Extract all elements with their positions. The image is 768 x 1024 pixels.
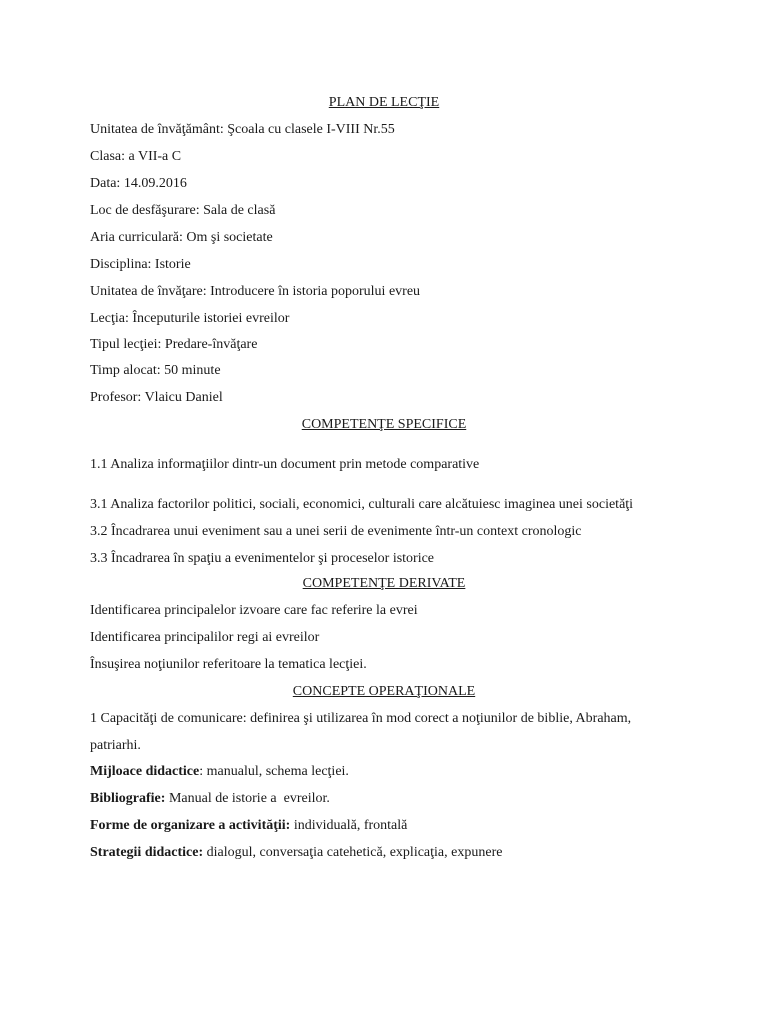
field-time: Timp alocat: 50 minute: [90, 363, 221, 378]
detail-value: Manual de istorie a evreilor.: [165, 791, 330, 806]
detail-label: Forme de organizare a activităţii:: [90, 818, 291, 833]
detail-mijloace: [90, 763, 349, 781]
detail-label: Bibliografie:: [90, 791, 166, 806]
detail-bibliografie: [90, 790, 330, 808]
detail-value: dialogul, conversaţia catehetică, explicaţia, expunere: [203, 845, 503, 860]
detail-value: individuală, frontală: [290, 818, 408, 833]
field-lesson-type: Tipul lecţiei: Predare-învăţare: [90, 337, 258, 352]
field-curricular-area: Aria curriculară: Om şi societate: [90, 230, 273, 245]
section-heading-competente-specifice: COMPETENŢE SPECIFICE: [301, 417, 467, 432]
concept-line-1: 1 Capacităţi de comunicare: definirea şi utilizarea în mod corect a noţiunilor de biblie, Abraham,: [90, 711, 632, 726]
section-heading-concepte-operationale: CONCEPTE OPERAŢIONALE: [292, 684, 476, 699]
page-title: PLAN DE LECŢIE: [328, 95, 440, 110]
field-class: Clasa: a VII-a C: [90, 149, 182, 164]
competenta-specifica-item: 1.1 Analiza informaţiilor dintr-un document prin metode comparative: [90, 457, 480, 472]
detail-value: : manualul, schema lecţiei.: [199, 764, 349, 779]
competenta-specifica-item: 3.2 Încadrarea unui eveniment sau a unei serii de evenimente într-un context cronologic: [90, 524, 582, 539]
detail-label: Strategii didactice:: [90, 845, 204, 860]
competenta-specifica-item: 3.3 Încadrarea în spaţiu a evenimentelor şi proceselor istorice: [90, 551, 435, 566]
field-school: Unitatea de învăţământ: Şcoala cu clasele I-VIII Nr.55: [90, 122, 395, 137]
detail-label: Mijloace didactice: [90, 764, 200, 779]
concept-line-2: patriarhi.: [90, 738, 141, 753]
field-location: Loc de desfăşurare: Sala de clasă: [90, 203, 276, 218]
field-lesson: Lecţia: Începuturile istoriei evreilor: [90, 311, 290, 326]
field-teacher: Profesor: Vlaicu Daniel: [90, 390, 223, 405]
detail-forme-organizare: [90, 817, 407, 835]
detail-strategii: [90, 844, 502, 862]
section-heading-competente-derivate: COMPETENŢE DERIVATE: [302, 576, 466, 591]
competenta-specifica-item: 3.1 Analiza factorilor politici, sociali, economici, culturali care alcătuiesc imaginea unei societăţi: [90, 497, 634, 512]
competenta-derivata-item: Identificarea principalilor regi ai evreilor: [90, 630, 320, 645]
field-discipline: Disciplina: Istorie: [90, 257, 191, 272]
competenta-derivata-item: Însuşirea noţiunilor referitoare la tematica lecţiei.: [90, 657, 367, 672]
field-date: Data: 14.09.2016: [90, 176, 187, 191]
field-learning-unit: Unitatea de învăţare: Introducere în istoria poporului evreu: [90, 284, 421, 299]
competenta-derivata-item: Identificarea principalelor izvoare care fac referire la evrei: [90, 603, 418, 618]
